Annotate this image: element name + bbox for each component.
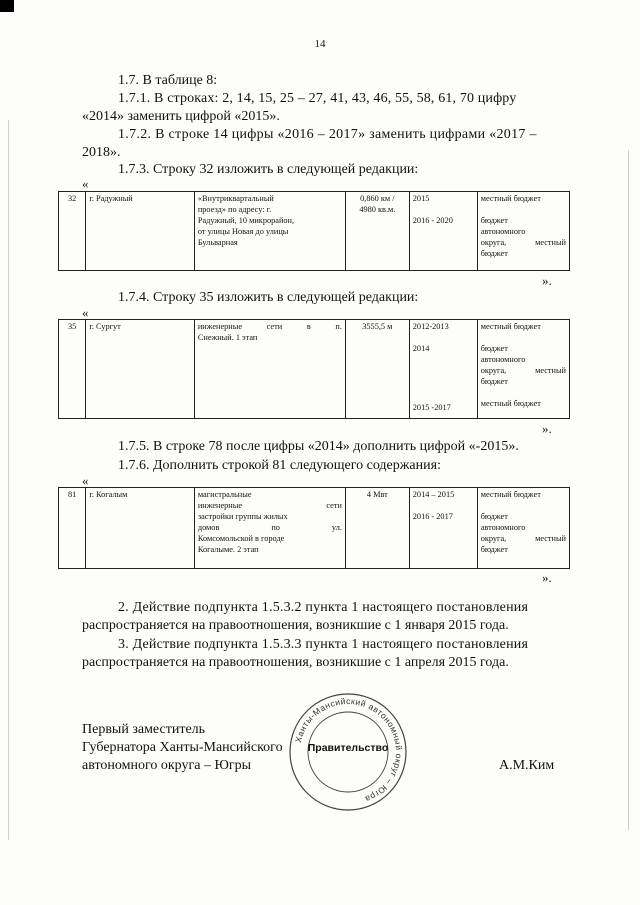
item-1-7-6: 1.7.6. Дополнить строкой 81 следующего содержания: [118, 458, 441, 473]
row-city: г. Радужный [86, 192, 194, 271]
table-row-35 [58, 319, 570, 419]
row-object: магистральные инженерные сети застройки группы жилых домов по ул. Комсомольской в городе Когалыме. 2 этап [194, 488, 345, 569]
close-quote-row81: ». [542, 570, 552, 585]
row-capacity: 4 Мвт [345, 488, 409, 569]
table-row [59, 320, 570, 419]
close-quote-row35: ». [542, 421, 552, 436]
table-row-81 [58, 487, 570, 569]
item-2-line1: 2. Действие подпункта 1.5.3.2 пункта 1 настоящего постановления [118, 600, 529, 615]
open-quote-row35: « [82, 305, 89, 320]
seal-center-text: Правительство [307, 742, 389, 754]
item-3-line2: распространяется на правоотношения, возникшие с 1 апреля 2015 года. [82, 655, 509, 670]
signatory-position-line2: Губернатора Ханты-Мансийского [82, 740, 283, 755]
scan-corner-mark [0, 0, 14, 12]
row-capacity: 3555,5 м [345, 320, 409, 419]
row-object: инженерные сети в п. Снежный. 1 этап [194, 320, 345, 419]
open-quote-row81: « [82, 473, 89, 488]
item-1-7-1-line1: 1.7.1. В строках: 2, 14, 15, 25 – 27, 41, 43, 46, 55, 58, 61, 70 цифру [118, 91, 517, 106]
row-funding-source: местный бюджет бюджет автономного округа, местный бюджет [477, 192, 569, 271]
signatory-name: А.М.Ким [499, 758, 555, 773]
row-city: г. Когалым [86, 488, 194, 569]
seal-ring-text: Ханты-Мансийский автономный округ – Югра [292, 695, 405, 805]
row-number: 32 [59, 192, 86, 271]
item-2-line2: распространяется на правоотношения, возникшие с 1 января 2015 года. [82, 618, 509, 633]
item-1-7-2-line1: 1.7.2. В строке 14 цифры «2016 – 2017» заменить цифрами «2017 – [118, 127, 537, 142]
row-object: «Внутриквартальный проезд» по адресу: г. Радужный, 10 микрорайон, от улицы Новая до улицы Бульварная [194, 192, 345, 271]
scan-edge-line-right [628, 150, 629, 830]
signatory-position-line1: Первый заместитель [82, 722, 206, 737]
close-quote-row32: ». [542, 273, 552, 288]
signatory-position-line3: автономного округа – Югры [82, 758, 251, 773]
scan-edge-line-left [8, 120, 9, 840]
open-quote-row32: « [82, 176, 89, 191]
table-row [59, 192, 570, 271]
row-years: 2015 2016 - 2020 [409, 192, 477, 271]
table-row [59, 488, 570, 569]
row-city: г. Сургут [86, 320, 194, 419]
item-1-7: 1.7. В таблице 8: [118, 73, 218, 88]
item-1-7-3: 1.7.3. Строку 32 изложить в следующей редакции: [118, 162, 419, 177]
item-1-7-4: 1.7.4. Строку 35 изложить в следующей редакции: [118, 290, 419, 305]
row-capacity: 0,860 км / 4980 кв.м. [345, 192, 409, 271]
row-number: 35 [59, 320, 86, 419]
row-funding-source: местный бюджет бюджет автономного округа, местный бюджет местный бюджет [477, 320, 569, 419]
page-number: 14 [314, 38, 326, 50]
item-1-7-1-line2: «2014» заменить цифрой «2015». [82, 109, 280, 124]
row-years: 2012-2013 2014 2015 -2017 [409, 320, 477, 419]
official-seal [286, 690, 410, 814]
row-number: 81 [59, 488, 86, 569]
row-funding-source: местный бюджет бюджет автономного округа, местный бюджет [477, 488, 569, 569]
item-3-line1: 3. Действие подпункта 1.5.3.3 пункта 1 настоящего постановления [118, 637, 529, 652]
table-row-32 [58, 191, 570, 271]
item-1-7-2-line2: 2018». [82, 145, 121, 160]
row-years: 2014 – 2015 2016 - 2017 [409, 488, 477, 569]
item-1-7-5: 1.7.5. В строке 78 после цифры «2014» дополнить цифрой «-2015». [118, 439, 519, 454]
